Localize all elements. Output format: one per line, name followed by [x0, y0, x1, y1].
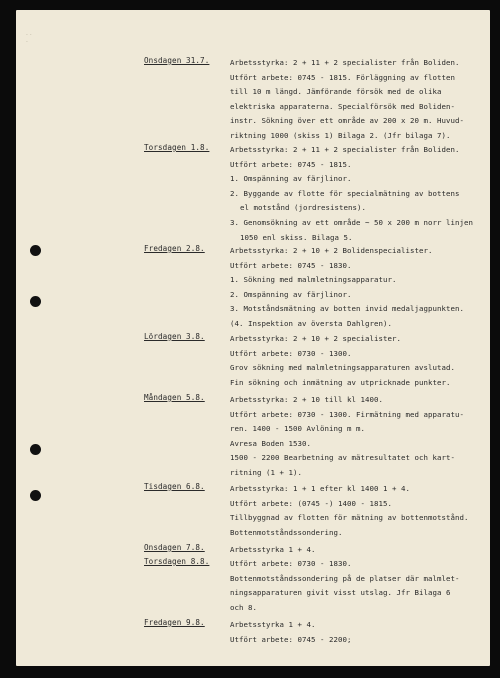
- entry-line: Utfört arbete: 0745 - 1815.: [230, 159, 352, 169]
- entry-date: Onsdagen 7.8.: [144, 543, 205, 552]
- entry-date: Torsdagen 1.8.: [144, 143, 210, 152]
- entry-line: 3. Genomsökning av ett område ~ 50 x 200 m norr linjen: [230, 217, 473, 227]
- entry-line: Utfört arbete: 0730 - 1830.: [230, 559, 352, 568]
- entry-line: Arbetsstyrka: 1 + 1 efter kl 1400 1 + 4.: [230, 484, 410, 493]
- entry-line: Arbetsstyrka: 2 + 10 till kl 1400.: [230, 395, 383, 404]
- entry-line: ningsapparaturen givit visst utslag. Jfr Bilaga 6: [230, 588, 451, 598]
- entry-line: Arbetsstyrka: 2 + 11 + 2 specialister från Boliden.: [230, 58, 460, 67]
- entry-line: 1500 - 2200 Bearbetning av mätresultatet och kart-: [230, 453, 455, 463]
- entry-line: Arbetsstyrka: 2 + 10 + 2 specialister.: [230, 334, 401, 343]
- entry-line: Tillbyggnad av flotten för mätning av bottenmotstånd.: [230, 513, 469, 523]
- entry-date: Torsdagen 8.8.: [144, 557, 210, 566]
- document-page: [16, 10, 490, 666]
- entry-body: [230, 557, 488, 615]
- entry-line: Arbetsstyrka: 2 + 10 + 2 Bolidenspecialister.: [230, 246, 433, 255]
- entry-line: Utfört arbete: (0745 -) 1400 - 1815.: [230, 498, 392, 508]
- entry-line: 2. Byggande av flotte för specialmätning av bottens: [230, 188, 460, 198]
- entry-line: Utfört arbete: 0730 - 1300. Firmätning med apparatu-: [230, 409, 464, 419]
- entry-body: [230, 482, 488, 540]
- entry-line: till 10 m längd. Jämförande försök med de olika: [230, 87, 442, 97]
- punch-hole: [30, 490, 41, 501]
- entry-body: [230, 543, 488, 558]
- entry-line: Arbetsstyrka 1 + 4.: [230, 620, 316, 629]
- entry-line: Avresa Boden 1530.: [230, 438, 311, 448]
- entry-line: 2. Omspänning av färjlinor.: [230, 289, 352, 299]
- punch-hole: [30, 245, 41, 256]
- entry-line: och 8.: [230, 602, 257, 612]
- entry-date: Måndagen 5.8.: [144, 393, 205, 402]
- entry-line: Grov sökning med malmletningsapparaturen avslutad.: [230, 363, 455, 373]
- entry-line: Utfört arbete: 0730 - 1300.: [230, 348, 352, 358]
- entry-line: elektriska apparaterna. Specialförsök med Boliden-: [230, 101, 455, 111]
- entry-line: 3. Motståndsmätning av botten invid medaljagpunkten.: [230, 304, 464, 314]
- entry-line: Arbetsstyrka: 2 + 11 + 2 specialister från Boliden.: [230, 145, 460, 154]
- entry-line: Utfört arbete: 0745 - 1815. Förläggning av flotten: [230, 72, 455, 82]
- entry-line: Arbetsstyrka 1 + 4.: [230, 545, 316, 554]
- entry-body: [230, 618, 488, 647]
- entry-date: Tisdagen 6.8.: [144, 482, 205, 491]
- entry-line: 1. Omspänning av färjlinor.: [230, 174, 352, 184]
- entry-body: [230, 332, 488, 390]
- entry-line: ritning (1 + 1).: [230, 467, 302, 477]
- entry-date: Fredagen 2.8.: [144, 244, 205, 253]
- entry-line: Utfört arbete: 0745 - 1830.: [230, 260, 352, 270]
- entry-body: [230, 244, 488, 332]
- entry-line: riktning 1000 (skiss 1) Bilaga 2. (Jfr bilaga 7).: [230, 130, 451, 140]
- entry-line: Fin sökning och inmätning av utpricknade punkter.: [230, 377, 451, 387]
- entry-date: Fredagen 9.8.: [144, 618, 205, 627]
- entry-line: ren. 1400 - 1500 Avlöning m m.: [230, 424, 365, 434]
- entry-line: Utfört arbete: 0745 - 2200;: [230, 634, 352, 644]
- entry-line: 1. Sökning med malmletningsapparatur.: [230, 275, 397, 285]
- corner-mark: · · ·: [26, 32, 32, 46]
- entry-body: [230, 393, 488, 481]
- entry-line: instr. Sökning över ett område av 200 x 20 m. Huvud-: [230, 116, 464, 126]
- entry-line: (4. Inspektion av översta Dahlgren).: [230, 318, 392, 328]
- punch-hole: [30, 444, 41, 455]
- entry-line: Bottenmotståndssondering.: [230, 527, 343, 537]
- entry-body: [230, 143, 488, 245]
- entry-date: Onsdagen 31.7.: [144, 56, 210, 65]
- entry-line: el motstånd (jordresistens).: [240, 203, 366, 213]
- entry-date: Lördagen 3.8.: [144, 332, 205, 341]
- punch-hole: [30, 296, 41, 307]
- entry-body: [230, 56, 488, 144]
- entry-line: Bottenmotståndssondering på de platser där malmlet-: [230, 573, 460, 583]
- entry-line: 1050 enl skiss. Bilaga 5.: [240, 232, 353, 242]
